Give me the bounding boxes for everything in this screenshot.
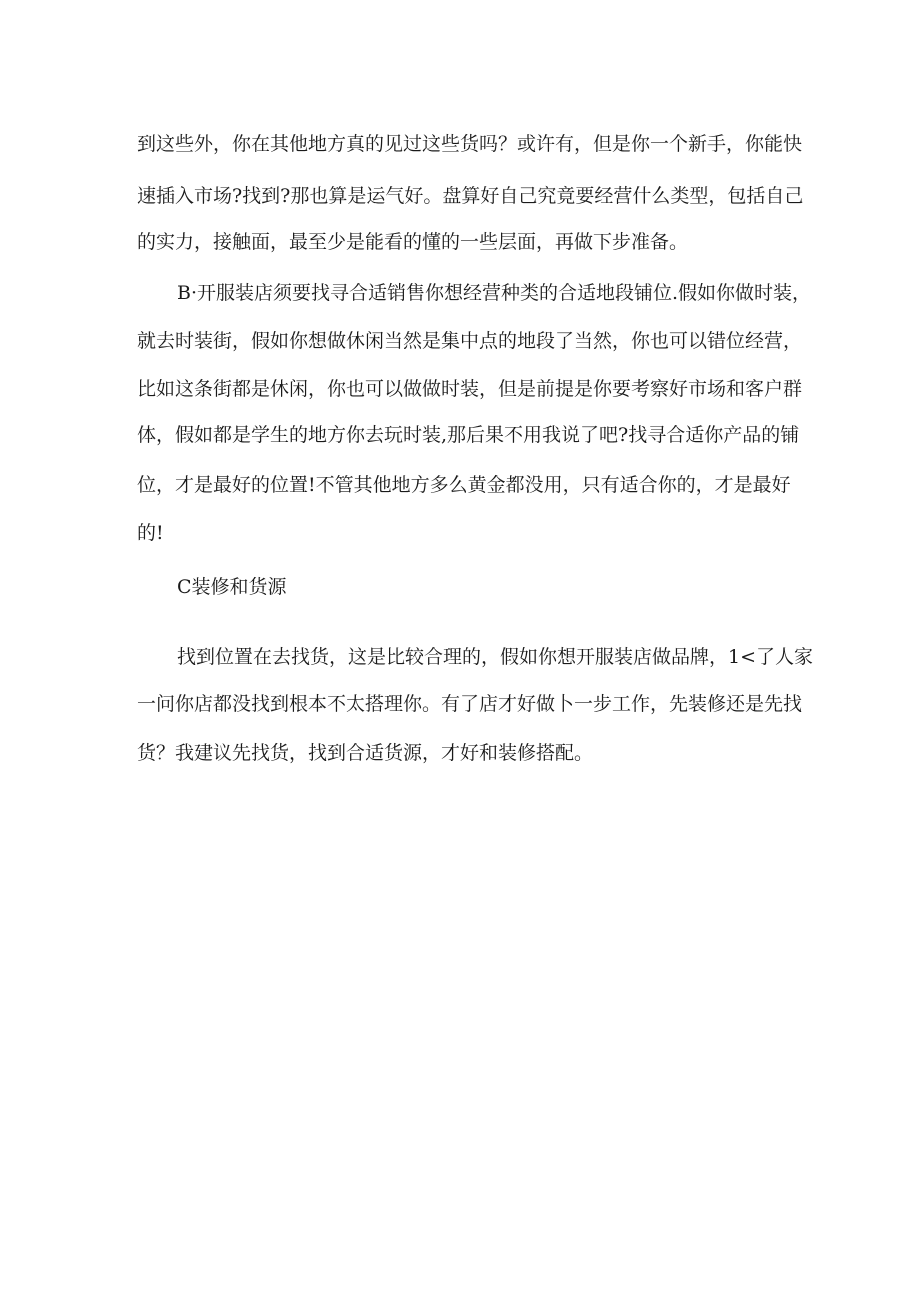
paragraph-2-line-4: 体，假如都是学生的地方你去玩时装,那后果不用我说了吧?找寻合适你产品的铺	[137, 424, 800, 446]
paragraph-2-line-3: 比如这条街都是休闲，你也可以做做时装，但是前提是你要考察好市场和客户群	[137, 378, 803, 400]
paragraph-3-line-1: 找到位置在去找货，这是比较合理的，假如你想开服装店做品牌，1<了人家	[177, 646, 814, 668]
paragraph-1-line-2: 速插入市场?找到?那也算是运气好。盘算好自己究竟要经营什么类型，包括自己	[137, 185, 804, 207]
section-heading-c: C装修和货源	[177, 576, 287, 598]
paragraph-1-line-1: 到这些外，你在其他地方真的见过这些货吗？或许有，但是你一个新手，你能快	[137, 133, 803, 155]
paragraph-2-line-1: B·开服装店须要找寻合适销售你想经营种类的合适地段铺位.假如你做时装，	[177, 282, 812, 304]
paragraph-3-line-2: 一问你店都没找到根本不太搭理你。有了店才好做卜一步工作，先装修还是先找	[137, 693, 803, 715]
paragraph-2-line-6: 的!	[137, 522, 164, 544]
paragraph-2-line-2: 就去时装街，假如你想做休闲当然是集中点的地段了当然，你也可以错位经营，	[137, 330, 803, 352]
paragraph-2-line-5: 位，才是最好的位置!不管其他地方多么黄金都没用，只有适合你的，才是最好	[137, 474, 791, 496]
paragraph-3-line-3: 货？我建议先找货，找到合适货源，才好和装修搭配。	[137, 742, 594, 764]
paragraph-1-line-3: 的实力，接触面，最至少是能看的懂的一些层面，再做下步准备。	[137, 231, 689, 253]
